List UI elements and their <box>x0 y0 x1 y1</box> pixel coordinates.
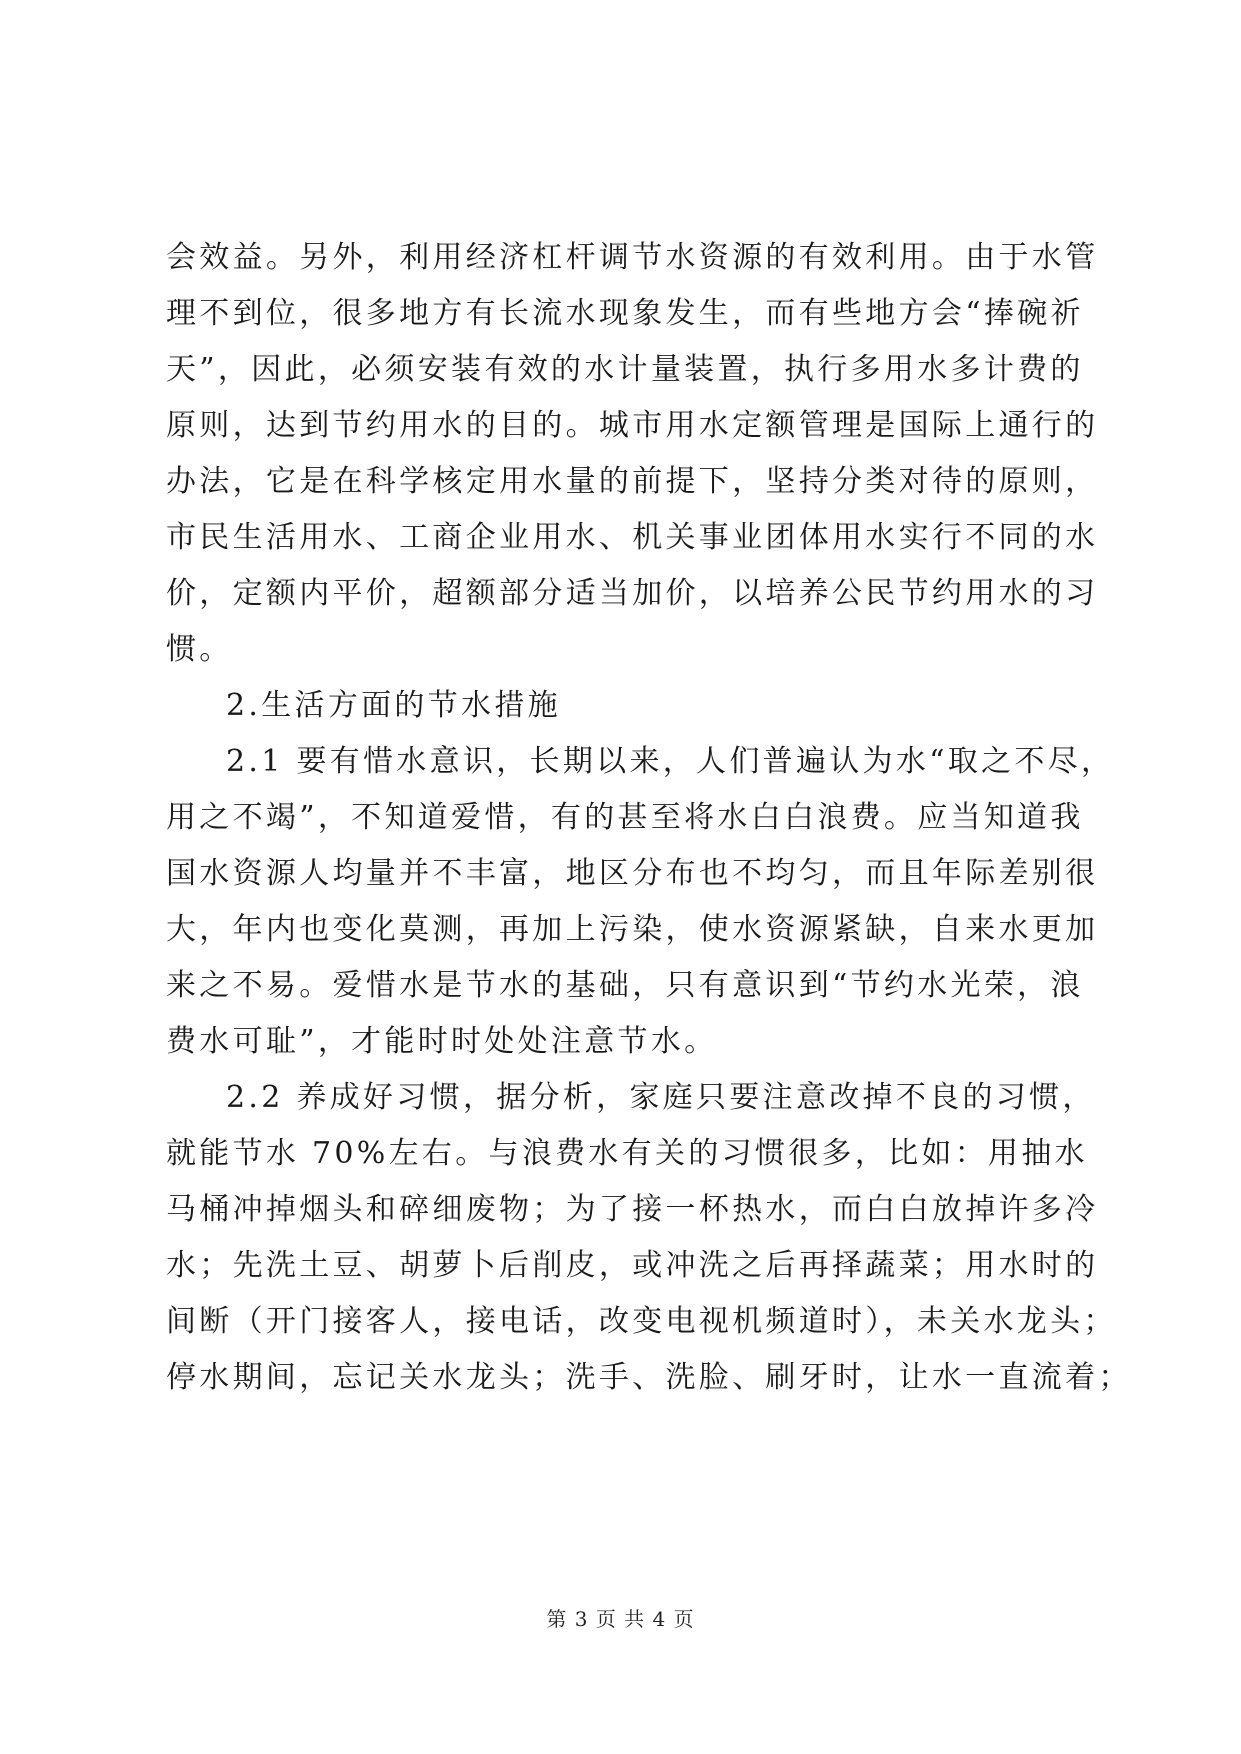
body-text-line: 用之不竭”，不知道爱惜，有的甚至将水白白浪费。应当知道我 <box>166 800 1084 835</box>
body-text-line: 办法，它是在科学核定用水量的前提下，坚持分类对待的原则， <box>166 464 1099 499</box>
page-number-footer: 第 3 页 共 4 页 <box>546 1607 695 1631</box>
body-text-line: 停水期间，忘记关水龙头；洗手、洗脸、刷牙时，让水一直流着； <box>166 1360 1132 1395</box>
body-text-line: 市民生活用水、工商企业用水、机关事业团体用水实行不同的水 <box>166 520 1099 555</box>
body-text-line: 会效益。另外，利用经济杠杆调节水资源的有效利用。由于水管 <box>166 240 1099 275</box>
body-text-line: 间断（开门接客人，接电话，改变电视机频道时），未关水龙头； <box>166 1304 1117 1339</box>
body-text-line: 2.2 养成好习惯，据分析，家庭只要注意改掉不良的习惯， <box>226 1080 1096 1115</box>
body-text-line: 水；先洗土豆、胡萝卜后削皮，或冲洗之后再择蔬菜；用水时的 <box>166 1248 1099 1283</box>
body-text-line: 马桶冲掉烟头和碎细废物；为了接一杯热水，而白白放掉许多冷 <box>166 1192 1099 1227</box>
section-heading: 2.生活方面的节水措施 <box>226 688 561 723</box>
body-text-line: 天”，因此，必须安装有效的水计量装置，执行多用水多计费的 <box>166 352 1084 387</box>
body-text-line: 大，年内也变化莫测，再加上污染，使水资源紧缺，自来水更加 <box>166 912 1099 947</box>
body-text-line: 2.1 要有惜水意识，长期以来，人们普遍认为水“取之不尽， <box>226 744 1115 779</box>
body-text-line: 价，定额内平价，超额部分适当加价，以培养公民节约用水的习 <box>166 576 1099 611</box>
body-text-line: 国水资源人均量并不丰富，地区分布也不均匀，而且年际差别很 <box>166 856 1099 891</box>
body-text-line: 来之不易。爱惜水是节水的基础，只有意识到“节约水光荣，浪 <box>166 968 1084 1003</box>
body-text-line: 原则，达到节约用水的目的。城市用水定额管理是国际上通行的 <box>166 408 1099 443</box>
body-text-line: 费水可耻”，才能时时处处注意节水。 <box>166 1024 718 1059</box>
body-text-line: 理不到位，很多地方有长流水现象发生，而有些地方会“捧碗祈 <box>166 296 1084 331</box>
body-text-line: 惯。 <box>166 632 233 667</box>
body-text-line: 就能节水 70%左右。与浪费水有关的习惯很多，比如：用抽水 <box>166 1136 1088 1171</box>
